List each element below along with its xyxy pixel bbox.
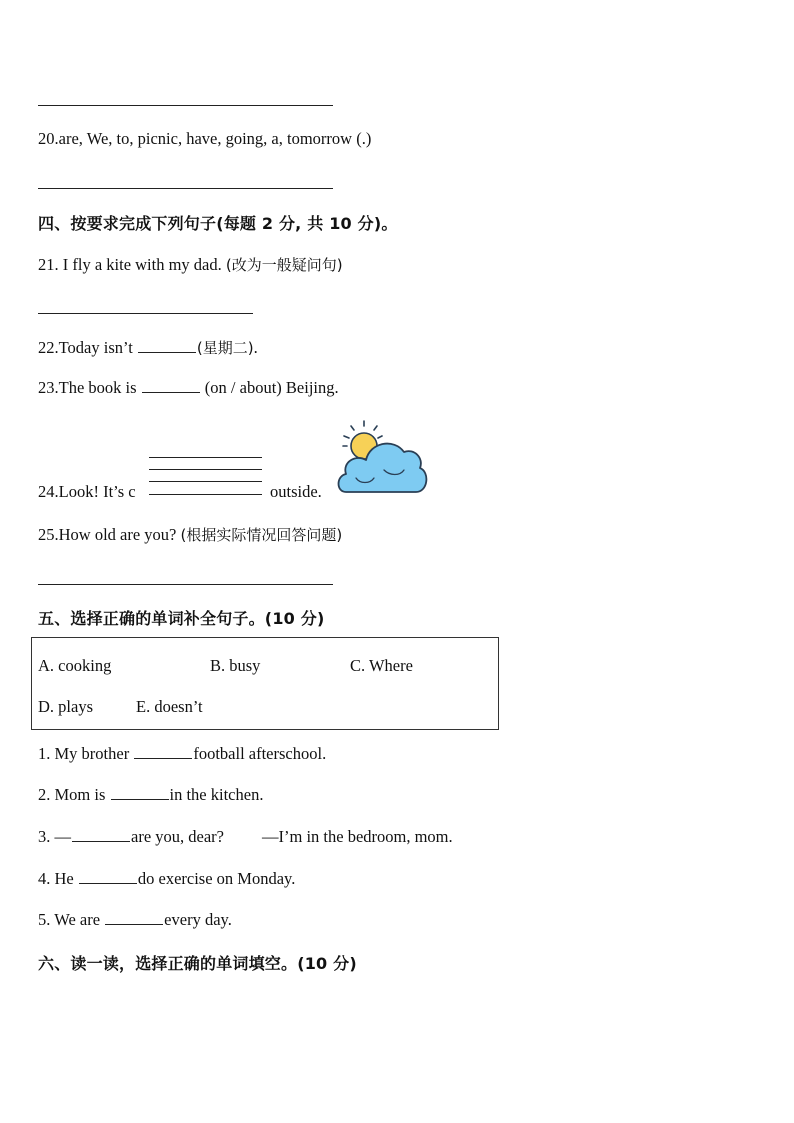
question-text-end: football afterschool. — [193, 744, 327, 763]
writing-line-2 — [149, 469, 262, 470]
writing-line-4[interactable] — [149, 494, 262, 495]
question-23 — [38, 378, 339, 398]
s5-question-3 — [38, 827, 224, 847]
fill-blank[interactable] — [111, 785, 169, 800]
question-text-end: do exercise on Monday. — [137, 869, 296, 888]
question-text: 5. We are — [38, 910, 105, 929]
question-22 — [38, 337, 258, 358]
question-21 — [38, 254, 343, 275]
question-text-end: every day. — [164, 910, 232, 929]
question-text: 2. Mom is — [38, 785, 110, 804]
question-text: 4. He — [38, 869, 78, 888]
question-text: are, We, to, picnic, have, going, a, tomorrow (.) — [58, 129, 372, 148]
question-number: 25. — [38, 525, 59, 544]
s5-question-2 — [38, 785, 263, 805]
word-bank-box — [31, 637, 499, 730]
fill-blank[interactable] — [138, 338, 196, 353]
question-text-end: (on / about) Beijing. — [200, 378, 339, 397]
answer-line-21[interactable] — [38, 313, 253, 314]
option-a: A. cooking — [38, 656, 112, 675]
writing-line-1 — [149, 457, 262, 458]
answer-line-19[interactable] — [38, 105, 333, 106]
section-5-heading: 五、选择正确的单词补全句子。(10 分) — [38, 609, 325, 628]
question-number: 22. — [38, 338, 59, 357]
question-hint: (改为一般疑问句) — [225, 256, 343, 274]
fill-blank[interactable] — [79, 869, 137, 884]
fill-blank[interactable] — [142, 378, 200, 393]
question-text: 3. — — [38, 827, 71, 846]
question-text-end: are you, dear? — [131, 827, 224, 846]
option-c: C. Where — [350, 656, 413, 675]
question-number: 20. — [38, 129, 59, 148]
question-24-end: outside. — [270, 482, 322, 501]
cloudy-sun-icon — [334, 418, 430, 498]
question-number: 23. — [38, 378, 59, 397]
question-text: Today isn’t — [58, 338, 137, 357]
section-6-heading: 六、读一读，选择正确的单词填空。(10 分) — [38, 954, 357, 973]
question-25 — [38, 524, 342, 545]
s5-question-3-reply: —I’m in the bedroom, mom. — [262, 827, 453, 846]
s5-question-4 — [38, 869, 295, 889]
question-text: I fly a kite with my dad. — [58, 255, 226, 274]
question-text-end: . — [253, 338, 258, 357]
fill-blank[interactable] — [72, 827, 130, 842]
fill-blank[interactable] — [134, 744, 192, 759]
question-24 — [38, 482, 136, 502]
answer-line-25[interactable] — [38, 584, 333, 585]
question-text: How old are you? — [58, 525, 181, 544]
question-number: 21. — [38, 255, 59, 274]
question-text: 1. My brother — [38, 744, 134, 763]
question-number: 24. — [38, 482, 59, 501]
question-20 — [38, 129, 371, 149]
question-text: Look! It’s c — [58, 482, 136, 501]
fill-blank[interactable] — [105, 910, 163, 925]
answer-line-20[interactable] — [38, 188, 333, 189]
section-4-heading: 四、按要求完成下列句子(每题 2 分, 共 10 分)。 — [38, 214, 398, 233]
option-e: E. doesn’t — [136, 697, 203, 716]
question-text-end: in the kitchen. — [169, 785, 264, 804]
question-hint: (根据实际情况回答问题) — [180, 526, 343, 544]
s5-question-1 — [38, 744, 326, 764]
s5-question-5 — [38, 910, 232, 930]
option-d: D. plays — [38, 697, 93, 716]
question-text: The book is — [58, 378, 141, 397]
option-b: B. busy — [210, 656, 261, 675]
question-hint: (星期二) — [196, 339, 254, 357]
writing-line-3 — [149, 481, 262, 482]
